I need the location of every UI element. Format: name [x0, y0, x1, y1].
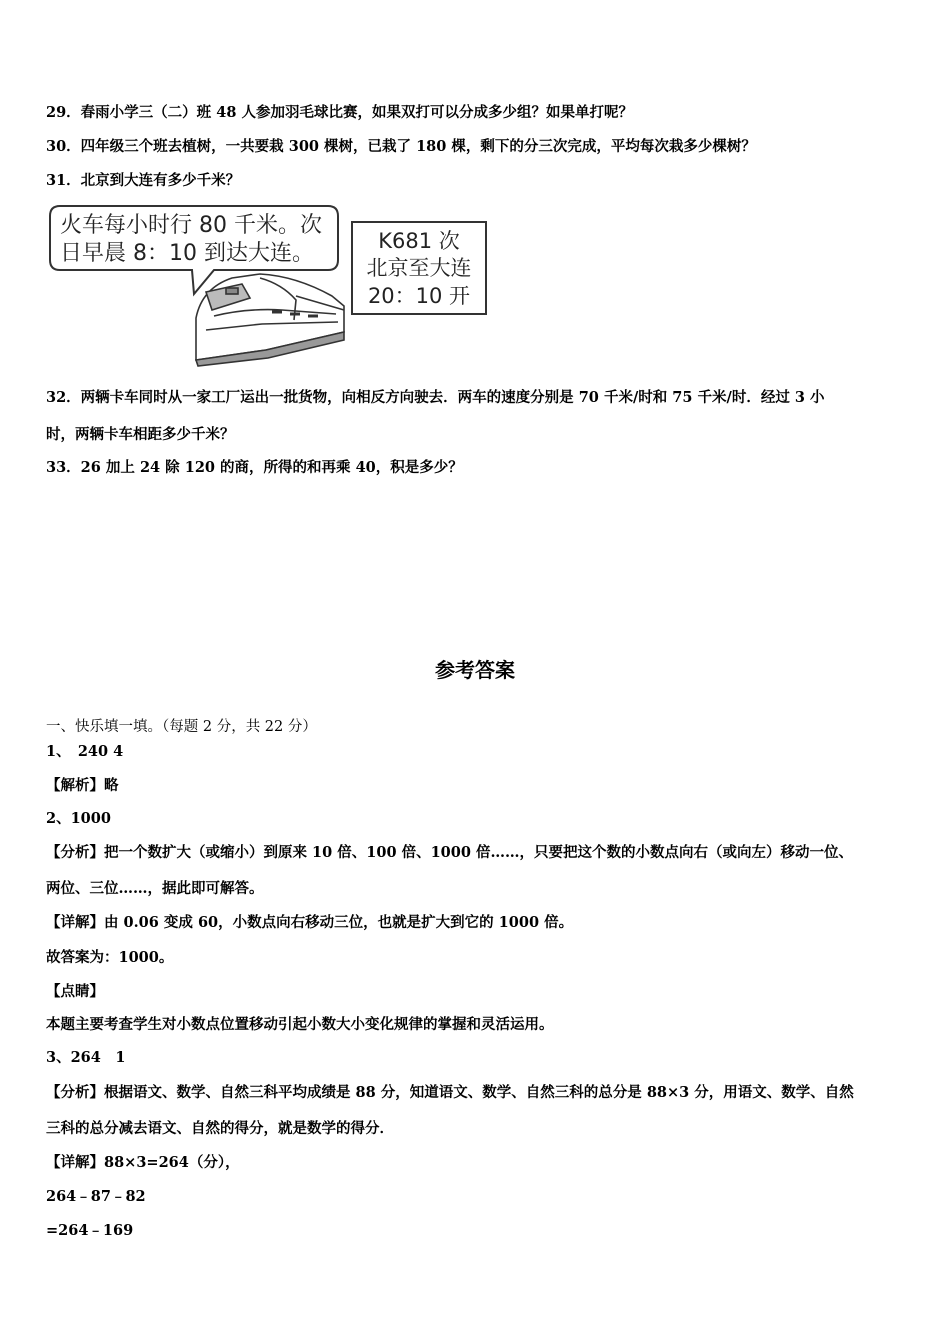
question-33: 33．26 加上 24 除 120 的商，所得的和再乘 40，积是多少？	[46, 459, 463, 476]
answer-2-comment: 本题主要考查学生对小数点位置移动引起小数大小变化规律的掌握和灵活运用。	[46, 1016, 554, 1033]
answer-1-analysis: 【解析】略	[46, 777, 119, 794]
answer-2-comment-label: 【点睛】	[46, 983, 104, 1000]
answer-3: 3、264 1	[46, 1049, 126, 1066]
answer-2: 2、1000	[46, 810, 111, 827]
question-32-line-1: 32．两辆卡车同时从一家工厂运出一批货物，向相反方向驶去．两车的速度分别是 70 千米/时和 75 千米/时．经过 3 小	[46, 389, 825, 406]
answer-2-detail: 【详解】由 0.06 变成 60，小数点向右移动三位，也就是扩大到它的 1000 倍。	[46, 914, 574, 931]
section-1-heading: 一、快乐填一填。（每题 2 分，共 22 分）	[46, 719, 317, 735]
sign-line-3: 20：10 开	[367, 284, 471, 308]
bubble-line-2: 日早晨 8：10 到达大连。	[60, 241, 314, 266]
train-figure-svg	[46, 200, 496, 370]
answer-2-conclusion: 故答案为：1000。	[46, 949, 174, 966]
answer-key-title: 参考答案	[435, 658, 515, 682]
question-31: 31．北京到大连有多少千米？	[46, 172, 241, 189]
answer-3-analysis-line-1: 【分析】根据语文、数学、自然三科平均成绩是 88 分，知道语文、数学、自然三科的总分是 88×3 分，用语文、数学、自然	[46, 1084, 854, 1101]
answer-1: 1、 240 4	[46, 743, 124, 760]
answer-3-step-1: 264﹣87﹣82	[46, 1188, 146, 1205]
question-29: 29．春雨小学三（二）班 48 人参加羽毛球比赛，如果双打可以分成多少组？如果单打呢？	[46, 104, 633, 121]
answer-3-analysis-line-2: 三科的总分减去语文、自然的得分，就是数学的得分．	[46, 1120, 394, 1137]
train-drawing	[196, 274, 344, 366]
schedule-sign	[352, 222, 486, 314]
question-32-line-2: 时，两辆卡车相距多少千米？	[46, 426, 235, 443]
answer-3-detail: 【详解】88×3=264（分），	[46, 1154, 240, 1171]
sign-line-2: 北京至大连	[366, 256, 472, 280]
answer-2-analysis-line-1: 【分析】把一个数扩大（或缩小）到原来 10 倍、100 倍、1000 倍……，只要把这个数的小数点向右（或向左）移动一位、	[46, 844, 853, 861]
train-illustration	[46, 200, 496, 370]
question-30: 30．四年级三个班去植树，一共要栽 300 棵树，已栽了 180 棵，剩下的分三次完成，平均每次栽多少棵树？	[46, 138, 756, 155]
answer-2-analysis-line-2: 两位、三位……，据此即可解答。	[46, 880, 264, 897]
bubble-line-1: 火车每小时行 80 千米。次	[60, 213, 322, 238]
sign-line-1: K681 次	[378, 229, 460, 253]
answer-3-step-2: =264﹣169	[46, 1222, 134, 1239]
